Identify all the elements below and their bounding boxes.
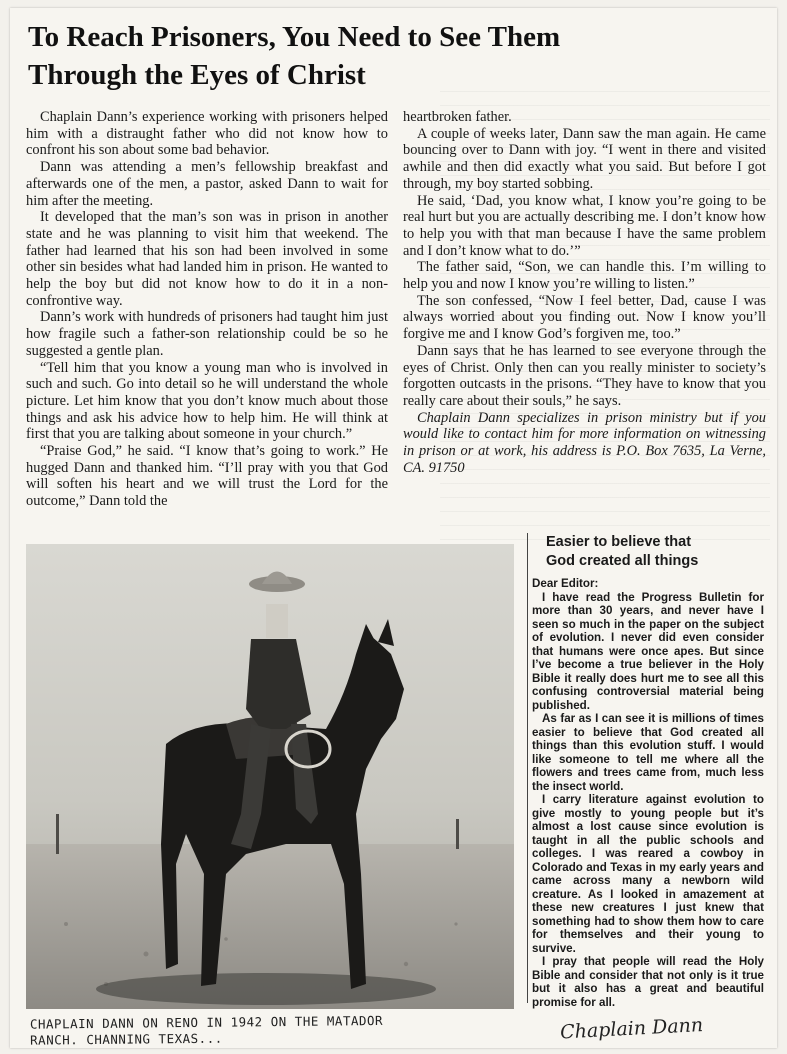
article-paragraph: He said, ‘Dad, you know what, I know you’re going to be real hurt but you are actually describing me. I don’t know how to help you with that man because I have the same problem and I don’t know what to do.’”: [403, 192, 766, 259]
letter-paragraph: I have read the Progress Bulletin for more than 30 years, and never have I seen so much in the paper on the subject of evolution. I never did even consider that humans were once apes. But since I’ve become a true believer in the Holy Bible it really does hurt me to see all this confusing controversial material being published.: [532, 590, 764, 712]
article-paragraph: heartbroken father.: [403, 109, 512, 125]
letter-title: [546, 533, 764, 571]
article-paragraph: Dann says that he has learned to see everyone through the eyes of Christ. Only then can you really minister to society’s forgotten outcasts in the prisons. “They have to know that you really care about their souls,” he says.: [403, 342, 766, 409]
letter-title-line-2: God created all things: [546, 553, 699, 569]
cowboy-on-horse-photo: [26, 544, 514, 1009]
article-paragraph: The son confessed, “Now I feel better, Dad, cause I was always worried about you finding out. Now I know you’ll forgive me and I know God’s forgiven me, too.”: [403, 292, 766, 343]
article-column-right: [403, 109, 766, 476]
article-paragraph: Dann’s work with hundreds of prisoners had taught him just how fragile such a father-son relationship could be so he suggested a gentle plan.: [26, 309, 388, 359]
letter-paragraph: I carry literature against evolution to give mostly to young people but it’s almost a lost cause since evolution is taught in all the public schools and colleges. I was reared a cowboy in Colorado and Texas in my early years and came across many a newborn wild creature. As I looked in amazement at these new creatures I just knew that something had to show them how to care for themselves and their young to survive.: [532, 793, 764, 955]
article-paragraph: “Tell him that you know a young man who is involved in such and such. Go into detail so he will understand the whole picture. Let him know that you don’t know much about those things and ask his advice how to help him. He will think at first that you are talking about someone in your church.”: [26, 359, 388, 443]
letter-salutation: Dear Editor:: [532, 577, 599, 590]
article-headline: [28, 18, 768, 94]
headline-line-1: To Reach Prisoners, You Need to See Them: [28, 21, 561, 53]
article-byline: Chaplain Dann specializes in prison ministry but if you would like to contact him for more information on witnessing in prison or at work, his address is P.O. Box 7635, La Verne, CA. 91750: [403, 409, 766, 476]
caption-line-2: RANCH. CHANNING TEXAS...: [30, 1030, 223, 1048]
letter-paragraph: I pray that people will read the Holy Bible and consider that not only is it true but it also has a great and beautiful promise for all.: [532, 955, 764, 1009]
article-paragraph: The father said, “Son, we can handle this. I’m willing to help you and now I know you’re willing to listen.”: [403, 259, 766, 293]
article-column-left: [26, 109, 388, 510]
article-paragraph: A couple of weeks later, Dann saw the man again. He came bouncing over to Dann with joy. “I went in there and visited awhile and then did exactly what you said. But before I got through, my boy started sobbing.: [403, 125, 766, 192]
article-paragraph: Chaplain Dann’s experience working with prisoners helped him with a distraught father who did not know how to confront his son about some bad behavior.: [26, 109, 388, 159]
letter-body: [532, 577, 764, 1009]
letter-paragraph: As far as I can see it is millions of times easier to believe that God created all things than this evolution stuff. I would like someone to tell me where all the flowers and trees came from, much less the insect world.: [532, 712, 764, 793]
article-paragraph: It developed that the man’s son was in prison in another state and he was planning to visit him that weekend. The father had learned that his son had been involved in some other sin besides what had landed him in prison. He wanted to help the boy but did not know how to do it in a non-confrontive way.: [26, 209, 388, 309]
article-paragraph: Dann was attending a men’s fellowship breakfast and afterwards one of the men, a pastor, asked Dann to wait for him after the meeting.: [26, 159, 388, 209]
letter-title-line-1: Easier to believe that: [546, 534, 692, 550]
column-divider: [527, 533, 528, 1003]
caption-line-1: CHAPLAIN DANN ON RENO IN 1942 ON THE MATADOR: [29, 1012, 384, 1032]
headline-line-2: Through the Eyes of Christ: [28, 59, 366, 91]
photo-caption: [30, 1011, 540, 1048]
article-paragraph: “Praise God,” he said. “I know that’s going to work.” He hugged Dann and thanked him. “I’ll pray with you that God will soften his heart and we will trust the Lord for the outcome,” Dann told the: [26, 443, 388, 510]
letter-to-editor: [532, 533, 764, 1009]
handwritten-signature: Chaplain Dann: [559, 1014, 704, 1044]
